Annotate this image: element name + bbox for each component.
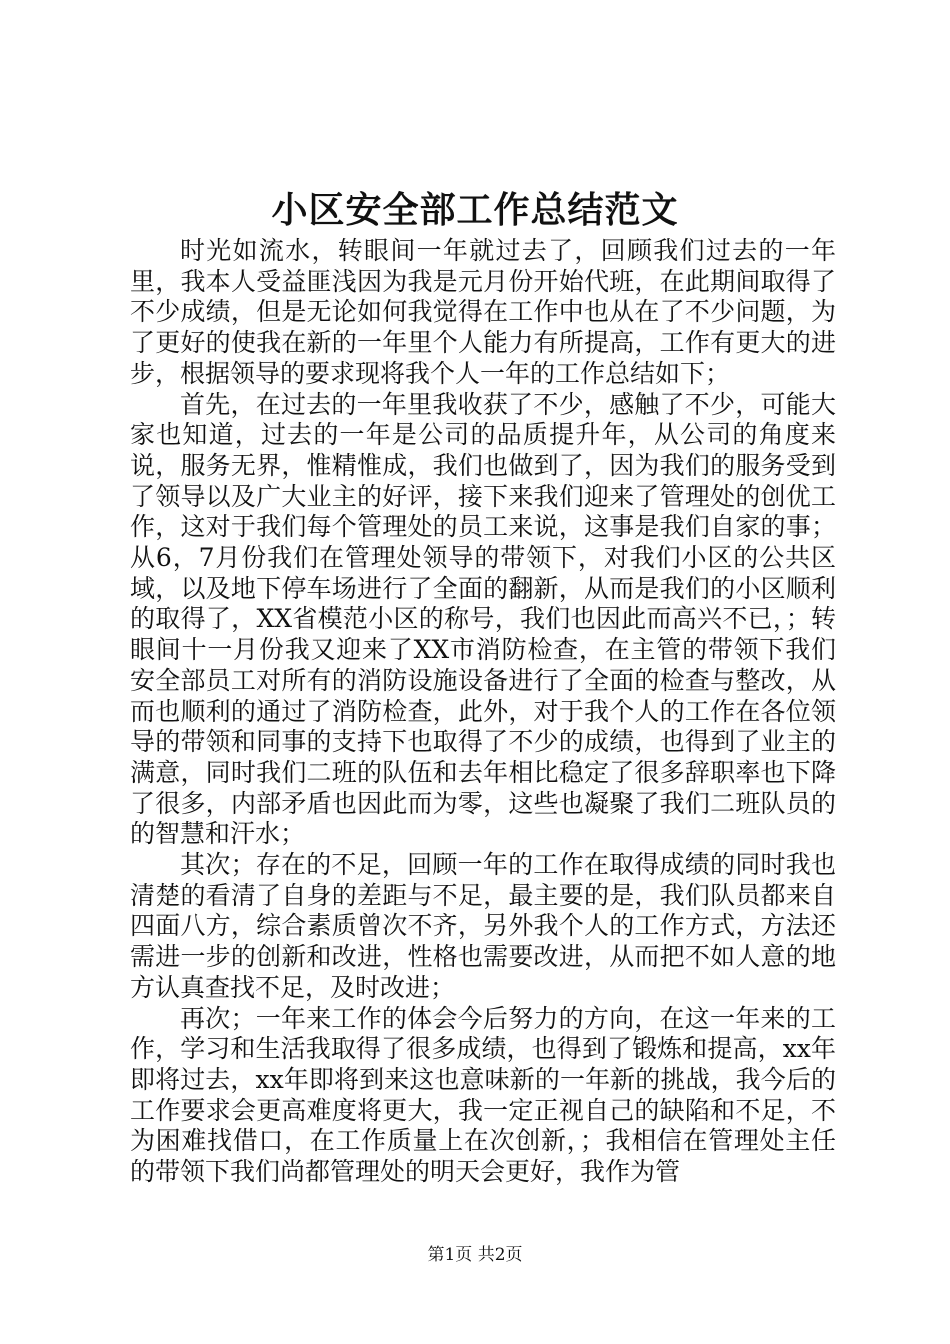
- paragraph-intro: 时光如流水，转眼间一年就过去了，回顾我们过去的一年里，我本人受益匪浅因为我是元月份开始代班，在此期间取得了不少成绩，但是无论如何我觉得在工作中也从在了不少问题，为了更好的使我在新的一年里个人能力有所提高，工作有更大的进步，根据领导的要求现将我个人一年的工作总结如下；: [130, 236, 836, 388]
- document-body: [130, 236, 836, 1188]
- paragraph-first: 首先，在过去的一年里我收获了不少，感触了不少，可能大家也知道，过去的一年是公司的品质提升年，从公司的角度来说，服务无界，惟精惟成，我们也做到了，因为我们的服务受到了领导以及广大业主的好评，接下来我们迎来了管理处的创优工作，这对于我们每个管理处的员工来说，这事是我们自家的事；从6，7月份我们在管理处领导的带领下，对我们小区的公共区域，以及地下停车场进行了全面的翻新，从而是我们的小区顺利的取得了，XX省模范小区的称号，我们也因此而高兴不已，；转眼间十一月份我又迎来了XX市消防检查，在主管的带领下我们安全部员工对所有的消防设施设备进行了全面的检查与整改，从而也顺利的通过了消防检查，此外，对于我个人的工作在各位领导的带领和同事的支持下也取得了不少的成绩，也得到了业主的满意，同时我们二班的队伍和去年相比稳定了很多辞职率也下降了很多，内部矛盾也因此而为零，这些也凝聚了我们二班队员的的智慧和汗水；: [130, 389, 836, 849]
- paragraph-third: 再次；一年来工作的体会今后努力的方向，在这一年来的工作，学习和生活我取得了很多成绩，也得到了锻炼和提高，xx年即将过去，xx年即将到来这也意味新的一年新的挑战，我今后的工作要求会更高难度将更大，我一定正视自己的缺陷和不足，不为困难找借口，在工作质量上在次创新，；我相信在管理处主任的带领下我们尚都管理处的明天会更好，我作为管: [130, 1003, 836, 1187]
- paragraph-second: 其次；存在的不足，回顾一年的工作在取得成绩的同时我也清楚的看清了自身的差距与不足，最主要的是，我们队员都来自四面八方，综合素质曾次不齐，另外我个人的工作方式，方法还需进一步的创新和改进，性格也需要改进，从而把不如人意的地方认真查找不足，及时改进；: [130, 850, 836, 1002]
- document-title: 小区安全部工作总结范文: [271, 189, 679, 231]
- page-footer: 第1页 共2页: [427, 1245, 523, 1265]
